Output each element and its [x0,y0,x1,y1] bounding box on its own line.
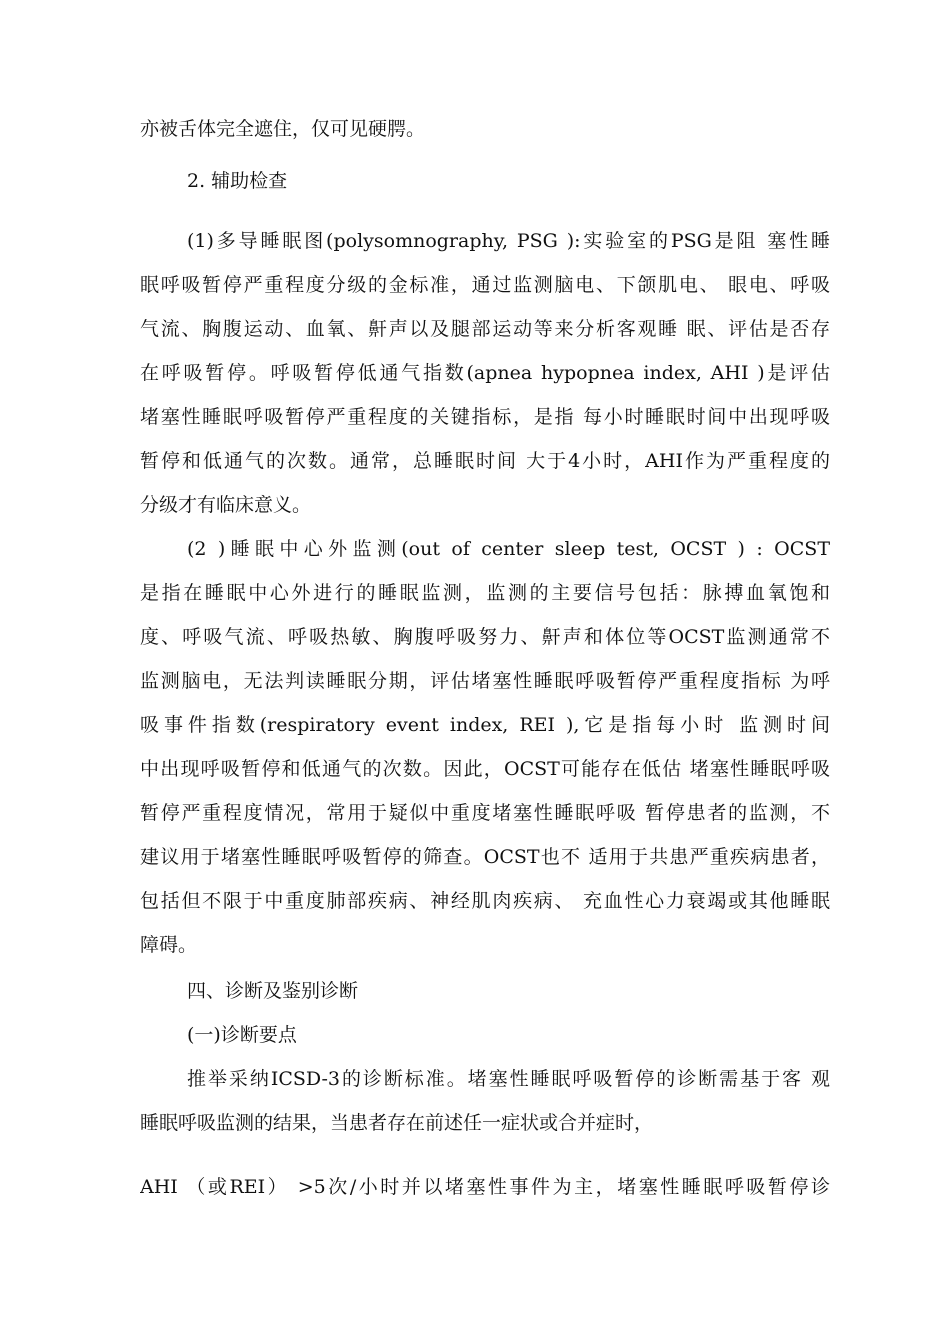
text-line: 分级才有临床意义。 [140,494,312,516]
text-line: 堵塞性睡眠呼吸暂停严重程度的关键指标，是指 每小时睡眠时间中出现呼吸 [140,406,830,428]
text-line: AHI （或REI） >5次/小时并以堵塞性事件为主，堵塞性睡眠呼吸暂停诊 [140,1176,830,1198]
text-line: (2 )睡眠中心外监测(out of center sleep test, OCST ) : OCST [187,538,830,560]
text-line: 度、呼吸气流、呼吸热敏、胸腹呼吸努力、鼾声和体位等OCST监测通常不 [140,626,830,648]
text-line: 在呼吸暂停。呼吸暂停低通气指数(apnea hypopnea index, AHI )是评估 [140,362,830,384]
text-line: 睡眠呼吸监测的结果，当患者存在前述任一症状或合并症时， [140,1112,654,1134]
text-line: 暂停严重程度情况，常用于疑似中重度堵塞性睡眠呼吸 暂停患者的监测，不 [140,802,830,824]
text-line: 中出现呼吸暂停和低通气的次数。因此，OCST可能存在低估 堵塞性睡眠呼吸 [140,758,830,780]
text-line: 监测脑电，无法判读睡眠分期，评估堵塞性睡眠呼吸暂停严重程度指标 为呼 [140,670,830,692]
text-line: (1)多导睡眠图(polysomnography, PSG ):实验室的PSG是阻 塞性睡 [187,230,830,252]
text-line: 吸事件指数(respiratory event index, REI ),它是指每小时 监测时间 [140,714,830,736]
text-line: 是指在睡眠中心外进行的睡眠监测，监测的主要信号包括：脉搏血氧饱和 [140,582,830,604]
text-line: 推举采纳ICSD-3的诊断标准。堵塞性睡眠呼吸暂停的诊断需基于客 观 [187,1068,830,1090]
subsection-heading-diagnosis-points: (一)诊断要点 [187,1024,297,1046]
text-line: 包括但不限于中重度肺部疾病、神经肌肉疾病、 充血性心力衰竭或其他睡眠 [140,890,830,912]
section-heading-diagnosis: 四、诊断及鉴别诊断 [187,980,359,1002]
section-heading-auxiliary-exam: 2. 辅助检查 [187,170,288,192]
text-line: 暂停和低通气的次数。通常，总睡眠时间 大于4小时，AHI作为严重程度的 [140,450,830,472]
paragraph-continuation: 亦被舌体完全遮住，仅可见硬腭。 [140,118,426,140]
text-line: 建议用于堵塞性睡眠呼吸暂停的筛查。OCST也不 适用于共患严重疾病患者， [140,846,830,868]
text-line: 障碍。 [140,934,198,956]
text-line: 眠呼吸暂停严重程度分级的金标准，通过监测脑电、下颌肌电、 眼电、呼吸 [140,274,830,296]
text-line: 气流、胸腹运动、血氧、鼾声以及腿部运动等来分析客观睡 眠、评估是否存 [140,318,830,340]
